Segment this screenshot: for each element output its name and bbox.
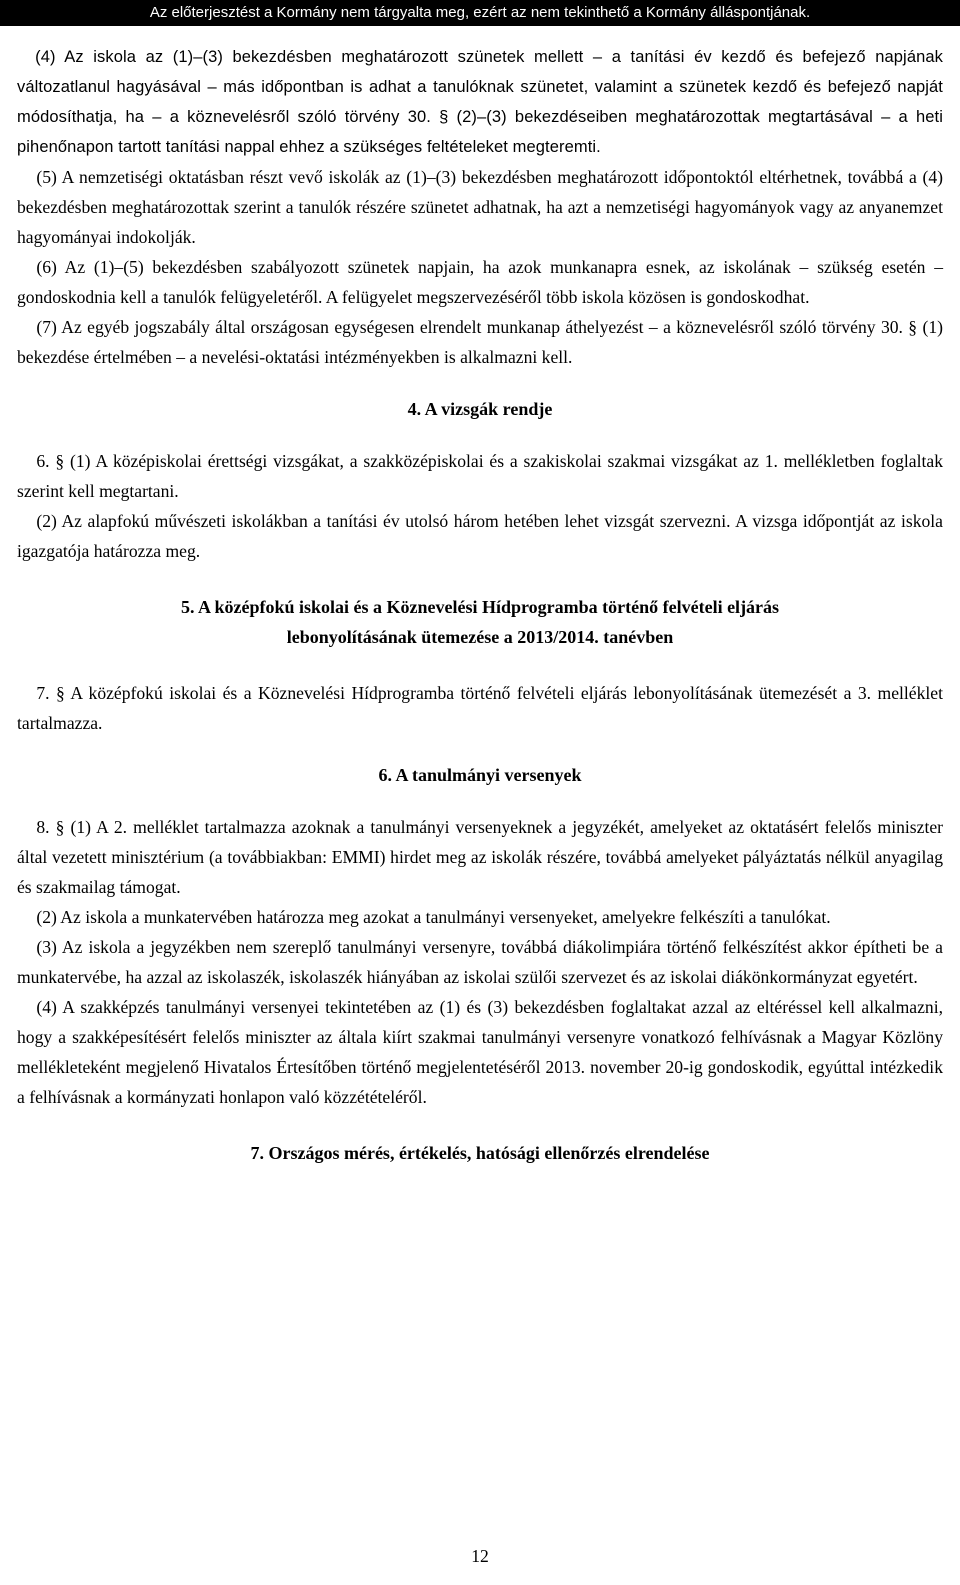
- paragraph-8-1: 8. § (1) A 2. melléklet tartalmazza azoknak a tanulmányi versenyeknek a jegyzékét, amelyeket az oktatásért felelős miniszter által vezetett minisztérium (a továbbiakban: EMMI) hirdet meg az iskolák részére, továbbá amelyeket pályáztatás nélkül anyagilag és szakmailag támogat.: [17, 817, 943, 897]
- section-heading-admission-line2: lebonyolításának ütemezése a 2013/2014. tanévben: [286, 627, 674, 647]
- document-body: [17, 42, 943, 1168]
- paragraph-8-4: (4) A szakképzés tanulmányi versenyei tekintetében az (1) és (3) bekezdésben foglaltakat azzal az eltéréssel kell alkalmazni, hogy a szakképesítésért felelős miniszter az általa kiírt szakmai tanulmányi versenyre vonatkozó felhívásnak a Magyar Közlöny mellékleteként megjelenő Hivatalos Értesítőben történő megjelentetéséről 2013. november 20-ig gondoskodik, egyúttal intézkedik a felhívásnak a kormányzati honlapon való közzétételéről.: [17, 997, 943, 1107]
- paragraph-7-section: 7. § A középfokú iskolai és a Köznevelési Hídprogramba történő felvételi eljárás lebonyolításának ütemezését a 3. melléklet tartalmazza.: [17, 683, 943, 733]
- paragraph-6-1: 6. § (1) A középiskolai érettségi vizsgákat, a szakközépiskolai és a szakiskolai szakmai vizsgákat az 1. mellékletben foglaltak szerint kell megtartani.: [17, 451, 943, 501]
- paragraph-7: (7) Az egyéb jogszabály által országosan egységesen elrendelt munkanap áthelyezést – a köznevelésről szóló törvény 30. § (1) bekezdése értelmében – a nevelési-oktatási intézményekben is alkalmazni kell.: [17, 317, 943, 367]
- page-number: 12: [471, 1546, 489, 1566]
- paragraph-4: (4) Az iskola az (1)–(3) bekezdésben meghatározott szünetek mellett – a tanítási év kezdő és befejező napjának változatlanul hagyásával – más időpontban is adhat a tanulóknak szünetet, valamint a szünetek kezdő és befejező napját módosíthatja, ha – a köznevelésről szóló törvény 30. § (2)–(3) bekezdéseiben meghatározottak megtartásával – a heti pihenőnapon tartott tanítási nappal ehhez a szükséges feltételeket megteremti.: [17, 48, 943, 156]
- paragraph-8-3: (3) Az iskola a jegyzékben nem szereplő tanulmányi versenyre, továbbá diákolimpiára történő felkészítést akkor építheti be a munkatervébe, ha azzal az iskolaszék, iskolaszék hiányában az iskolai szülői szervezet és az iskolai diákönkormányzat egyetért.: [17, 937, 943, 987]
- paragraph-5: (5) A nemzetiségi oktatásban részt vevő iskolák az (1)–(3) bekezdésben meghatározott időpontoktól eltérhetnek, továbbá a (4) bekezdésben meghatározottak szerint a tanulók részére szünetet adhatnak, ha azt a nemzetiségi hagyományok vagy az anyanemzet hagyományai indokolják.: [17, 167, 943, 247]
- section-heading-admission-line1: 5. A középfokú iskolai és a Köznevelési Hídprogramba történő felvételi eljárás: [180, 597, 780, 617]
- section-heading-competitions: 6. A tanulmányi versenyek: [378, 765, 582, 785]
- draft-disclaimer-banner: Az előterjesztést a Kormány nem tárgyalta meg, ezért az nem tekinthető a Kormány álláspontjának.: [0, 0, 960, 26]
- paragraph-6: (6) Az (1)–(5) bekezdésben szabályozott szünetek napjain, ha azok munkanapra esnek, az iskolának – szükség esetén – gondoskodnia kell a tanulók felügyeletéről. A felügyelet megszervezéséről több iskola közösen is gondoskodhat.: [17, 257, 943, 307]
- section-heading-assessment: 7. Országos mérés, értékelés, hatósági ellenőrzés elrendelése: [250, 1143, 710, 1163]
- section-heading-exams: 4. A vizsgák rendje: [407, 399, 553, 419]
- paragraph-8-2: (2) Az iskola a munkatervében határozza meg azokat a tanulmányi versenyeket, amelyekre felkészíti a tanulókat.: [36, 907, 831, 927]
- paragraph-6-2: (2) Az alapfokú művészeti iskolákban a tanítási év utolsó három hetében lehet vizsgát szervezni. A vizsga időpontját az iskola igazgatója határozza meg.: [17, 511, 943, 561]
